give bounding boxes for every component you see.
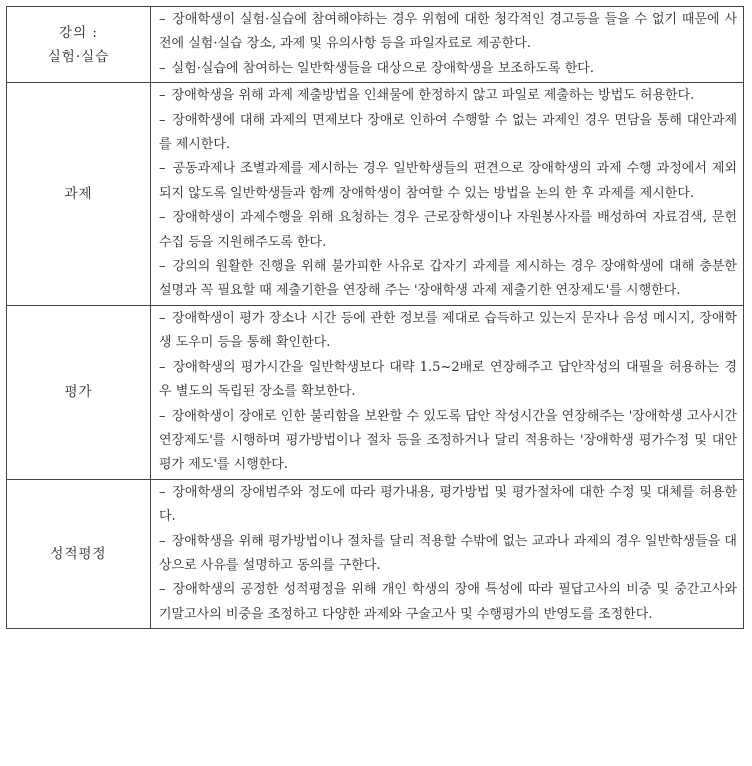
category-cell <box>7 83 151 306</box>
guideline-text: 공동과제나 조별과제를 제시하는 경우 일반학생들의 편견으로 장애학생의 과제 수행 과정에서 제외되지 않도록 일반학생들과 함께 장애학생이 참여할 수 있는 방법을 논의 한 후 과제를 제시한다. <box>159 161 737 201</box>
guideline-item <box>159 578 737 627</box>
guideline-cell <box>151 479 744 628</box>
dash-bullet: – <box>159 359 166 375</box>
category-label: 성적평정 <box>50 545 107 562</box>
table-body <box>7 7 744 629</box>
guideline-text: 장애학생이 평가 장소나 시간 등에 관한 정보를 제대로 습득하고 있는지 문자나 음성 메시지, 장애학생 도우미 등을 통해 확인한다. <box>159 310 737 351</box>
category-label: 평가 <box>64 384 93 401</box>
dash-bullet: – <box>159 259 166 275</box>
dash-bullet: – <box>159 210 166 226</box>
guidelines-table <box>6 6 744 629</box>
guideline-item <box>159 109 737 158</box>
category-label: 과제 <box>64 186 93 203</box>
guideline-text: 장애학생의 평가시간을 일반학생보다 대략 1.5~2배로 연장해주고 답안작성의 대필을 허용하는 경우 별도의 독립된 장소를 확보한다. <box>159 359 737 400</box>
guideline-text: 장애학생의 장애범주와 정도에 따라 평가내용, 평가방법 및 평가절차에 대한 수정 및 대체를 허용한다. <box>159 484 737 525</box>
table-row <box>7 305 744 479</box>
guideline-text: 장애학생이 실험·실습에 참여해야하는 경우 위험에 대한 청각적인 경고등을 들을 수 없기 때문에 사전에 실험·실습 장소, 과제 및 유의사항 등을 파일자료로 제공한다. <box>159 12 737 52</box>
dash-bullet: – <box>159 408 166 424</box>
guideline-item <box>159 255 737 304</box>
guideline-item <box>159 84 737 108</box>
guideline-item <box>159 157 737 206</box>
guideline-text: 강의의 원활한 진행을 위해 불가피한 사유로 갑자기 과제를 제시하는 경우 장애학생에 대해 충분한 설명과 꼭 필요할 때 제출기한을 연장해 주는 '장애학생 과제 제출기한 연장제도'를 시행한다. <box>159 259 737 299</box>
category-cell <box>7 479 151 628</box>
guideline-item <box>159 307 737 356</box>
table-row <box>7 83 744 306</box>
guideline-item <box>159 405 737 478</box>
dash-bullet: – <box>159 310 166 326</box>
category-cell <box>7 7 151 83</box>
dash-bullet: – <box>159 12 166 27</box>
table-row <box>7 479 744 628</box>
guideline-cell <box>151 305 744 479</box>
table-row <box>7 7 744 83</box>
dash-bullet: – <box>159 88 166 104</box>
guideline-text: 장애학생을 위해 평가방법이나 절차를 달리 적용할 수밖에 없는 교과나 과제의 경우 일반학생들을 대상으로 사유를 설명하고 동의를 구한다. <box>159 533 737 573</box>
dash-bullet: – <box>159 60 166 76</box>
guideline-cell <box>151 83 744 306</box>
guideline-item <box>159 356 737 405</box>
guideline-text: 장애학생이 장애로 인한 불리함을 보완할 수 있도록 답안 작성시간을 연장해주는 '장애학생 고사시간 연장제도'를 시행하며 평가방법이나 절차 등을 조정하거나 달리 적용하는 '장애학생 평가수정 및 대안평가 제도'를 시행한다. <box>159 408 737 473</box>
guideline-item <box>159 481 737 530</box>
guideline-text: 장애학생에 대해 과제의 면제보다 장애로 인하여 수행할 수 없는 과제인 경우 면담을 통해 대안과제를 제시한다. <box>159 112 738 153</box>
guideline-text: 장애학생의 공정한 성적평정을 위해 개인 학생의 장애 특성에 따라 필답고사의 비중 및 중간고사와 기말고사의 비중을 조정하고 다양한 과제와 구술고사 및 수행평가의 반영도를 조정한다. <box>159 582 737 622</box>
dash-bullet: – <box>159 582 166 598</box>
category-label: 강의 : <box>59 24 98 41</box>
accommodation-guidelines-table <box>6 6 744 629</box>
guideline-item <box>159 57 737 81</box>
category-cell <box>7 305 151 479</box>
dash-bullet: – <box>159 112 166 128</box>
dash-bullet: – <box>159 161 166 177</box>
guideline-text: 장애학생이 과제수행을 위해 요청하는 경우 근로장학생이나 자원봉사자를 배성하여 자료검색, 문헌수집 등을 지원해주도록 한다. <box>159 210 738 250</box>
dash-bullet: – <box>159 484 166 500</box>
dash-bullet: – <box>159 533 166 549</box>
guideline-item <box>159 530 737 579</box>
guideline-text: 장애학생을 위해 과제 제출방법을 인쇄물에 한정하지 않고 파일로 제출하는 방법도 허용한다. <box>171 88 695 104</box>
category-label: 실험·실습 <box>47 48 110 65</box>
guideline-item <box>159 206 737 255</box>
guideline-item <box>159 8 737 57</box>
guideline-text: 실험·실습에 참여하는 일반학생들을 대상으로 장애학생을 보조하도록 한다. <box>171 60 594 76</box>
guideline-cell <box>151 7 744 83</box>
